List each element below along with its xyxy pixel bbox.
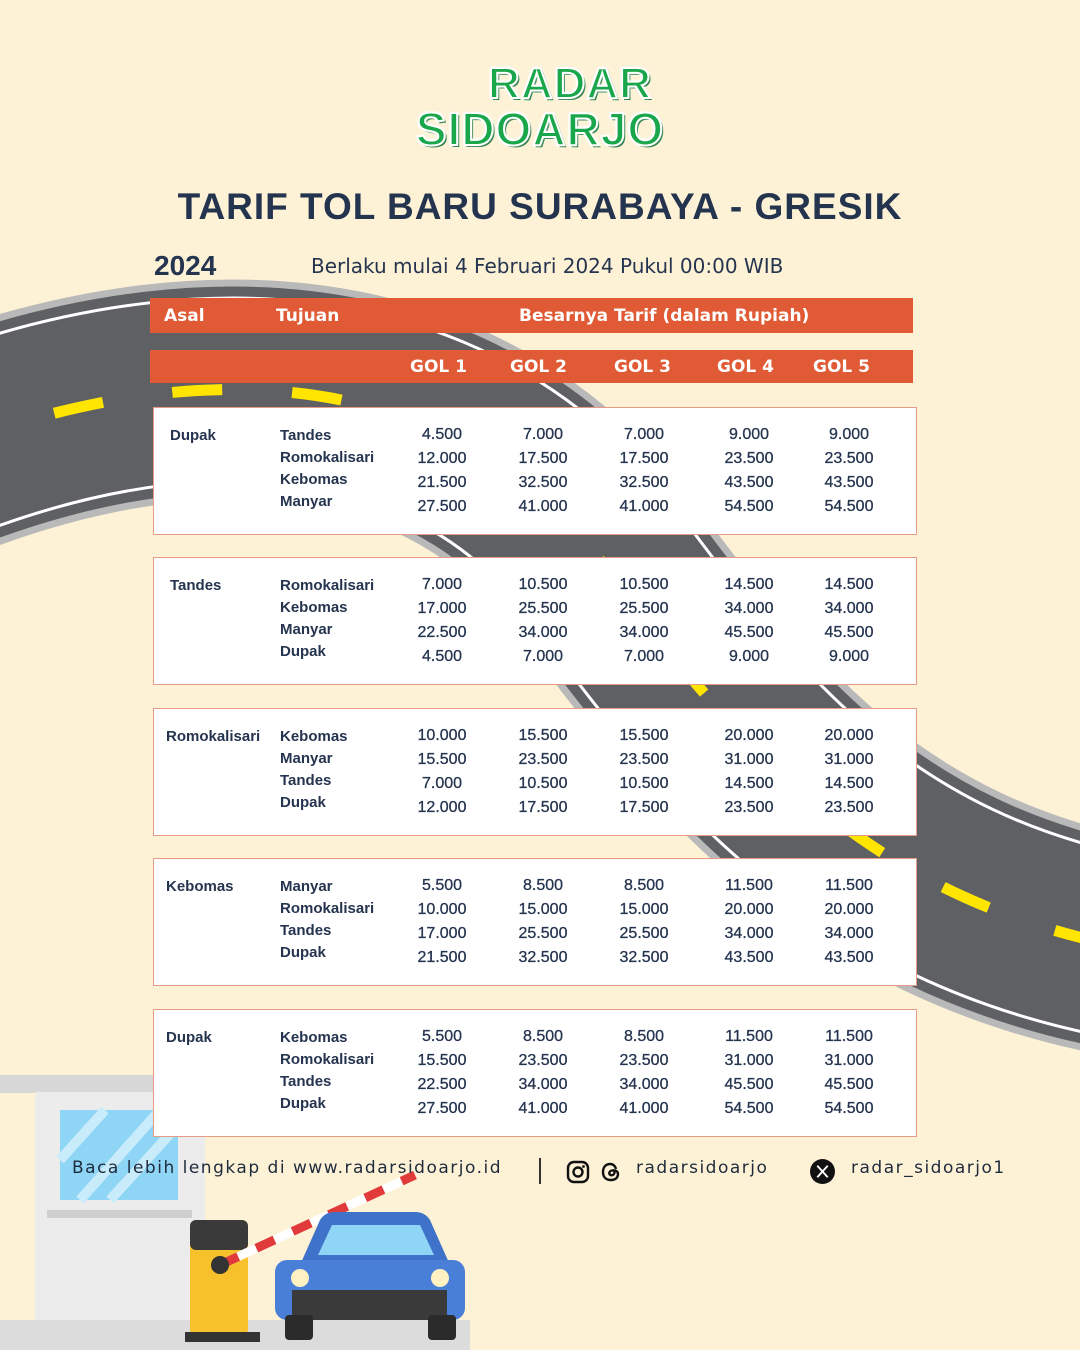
table-header-bar bbox=[150, 298, 913, 333]
tariff-gol-5: 14.500 bbox=[824, 775, 874, 792]
tariff-gol-4: 9.000 bbox=[728, 426, 770, 443]
tariff-gol-5: 45.500 bbox=[824, 624, 874, 641]
threads-icon[interactable] bbox=[599, 1160, 623, 1184]
tariff-gol-2: 15.000 bbox=[518, 901, 568, 918]
x-handle[interactable]: radar_sidoarjo1 bbox=[851, 1158, 1006, 1178]
header-asal: Asal bbox=[164, 305, 205, 326]
header-gol-1: GOL 1 bbox=[410, 356, 467, 377]
tariff-gol-3: 23.500 bbox=[619, 751, 669, 768]
destination-label: Tandes bbox=[280, 772, 332, 789]
tariff-gol-4: 43.500 bbox=[724, 949, 774, 966]
destination-label: Dupak bbox=[280, 794, 326, 811]
tariff-gol-5: 34.000 bbox=[824, 925, 874, 942]
tariff-gol-2: 8.500 bbox=[522, 1028, 564, 1045]
tariff-gol-5: 43.500 bbox=[824, 949, 874, 966]
destination-label: Dupak bbox=[280, 643, 326, 660]
tariff-gol-1: 17.000 bbox=[417, 600, 467, 617]
tariff-gol-3: 34.000 bbox=[619, 624, 669, 641]
page-title: TARIF TOL BARU SURABAYA - GRESIK bbox=[177, 186, 903, 227]
tariff-gol-2: 10.500 bbox=[518, 775, 568, 792]
destination-label: Kebomas bbox=[280, 471, 348, 488]
tariff-gol-1: 21.500 bbox=[417, 949, 467, 966]
tariff-gol-3: 34.000 bbox=[619, 1076, 669, 1093]
tariff-gol-2: 23.500 bbox=[518, 1052, 568, 1069]
tariff-gol-1: 27.500 bbox=[417, 498, 467, 515]
tariff-gol-2: 7.000 bbox=[522, 648, 564, 665]
tariff-gol-1: 12.000 bbox=[417, 799, 467, 816]
tariff-gol-5: 31.000 bbox=[824, 1052, 874, 1069]
tariff-gol-3: 17.500 bbox=[619, 799, 669, 816]
tariff-gol-2: 23.500 bbox=[518, 751, 568, 768]
tariff-gol-2: 32.500 bbox=[518, 474, 568, 491]
tariff-gol-5: 11.500 bbox=[825, 1028, 873, 1045]
golongan-header-bar bbox=[150, 350, 913, 383]
tariff-gol-3: 15.000 bbox=[619, 901, 669, 918]
tariff-gol-4: 20.000 bbox=[724, 901, 774, 918]
radar-sidoarjo-logo bbox=[0, 59, 1080, 155]
x-twitter-icon[interactable] bbox=[810, 1159, 835, 1184]
tariff-gol-5: 20.000 bbox=[824, 901, 874, 918]
tariff-gol-4: 23.500 bbox=[724, 450, 774, 467]
tariff-gol-4: 54.500 bbox=[724, 498, 774, 515]
tariff-gol-5: 34.000 bbox=[824, 600, 874, 617]
tariff-group-kebomas bbox=[153, 858, 917, 986]
tariff-group-romokalisari bbox=[153, 708, 917, 836]
tariff-gol-5: 54.500 bbox=[824, 498, 874, 515]
tariff-gol-4: 14.500 bbox=[724, 775, 774, 792]
footer-divider bbox=[539, 1158, 541, 1184]
header-gol-2: GOL 2 bbox=[510, 356, 567, 377]
destination-label: Dupak bbox=[280, 1095, 326, 1112]
tariff-gol-4: 23.500 bbox=[724, 799, 774, 816]
tariff-gol-3: 25.500 bbox=[619, 925, 669, 942]
year-label: 2024 bbox=[154, 250, 217, 281]
tariff-gol-1: 15.500 bbox=[417, 1052, 467, 1069]
tariff-gol-4: 45.500 bbox=[724, 1076, 774, 1093]
tariff-gol-2: 8.500 bbox=[522, 877, 564, 894]
destination-label: Kebomas bbox=[280, 599, 348, 616]
origin-label: Dupak bbox=[170, 427, 216, 444]
tariff-gol-5: 43.500 bbox=[824, 474, 874, 491]
tariff-gol-1: 5.500 bbox=[421, 877, 463, 894]
tariff-gol-1: 12.000 bbox=[417, 450, 467, 467]
tariff-gol-2: 25.500 bbox=[518, 600, 568, 617]
tariff-gol-3: 17.500 bbox=[619, 450, 669, 467]
origin-label: Kebomas bbox=[166, 878, 234, 895]
tariff-gol-1: 21.500 bbox=[417, 474, 467, 491]
tariff-gol-1: 15.500 bbox=[417, 751, 467, 768]
tariff-gol-3: 7.000 bbox=[623, 426, 665, 443]
origin-label: Tandes bbox=[170, 577, 222, 594]
tariff-gol-2: 32.500 bbox=[518, 949, 568, 966]
tariff-gol-2: 7.000 bbox=[522, 426, 564, 443]
tariff-gol-3: 25.500 bbox=[619, 600, 669, 617]
tariff-gol-2: 17.500 bbox=[518, 799, 568, 816]
tariff-gol-1: 10.000 bbox=[417, 727, 467, 744]
header-tarif: Besarnya Tarif (dalam Rupiah) bbox=[519, 305, 810, 326]
tariff-gol-3: 7.000 bbox=[623, 648, 665, 665]
tariff-gol-2: 34.000 bbox=[518, 1076, 568, 1093]
tariff-gol-2: 34.000 bbox=[518, 624, 568, 641]
destination-label: Kebomas bbox=[280, 1029, 348, 1046]
tariff-gol-5: 31.000 bbox=[824, 751, 874, 768]
tariff-gol-5: 20.000 bbox=[824, 727, 874, 744]
tariff-gol-1: 7.000 bbox=[421, 775, 463, 792]
tariff-gol-3: 32.500 bbox=[619, 474, 669, 491]
logo-line-2: SIDOARJO bbox=[415, 103, 665, 155]
tariff-gol-2: 15.500 bbox=[518, 727, 568, 744]
tariff-gol-5: 45.500 bbox=[824, 1076, 874, 1093]
tariff-gol-3: 15.500 bbox=[619, 727, 669, 744]
tariff-gol-3: 32.500 bbox=[619, 949, 669, 966]
destination-label: Romokalisari bbox=[280, 449, 375, 466]
tariff-gol-4: 9.000 bbox=[728, 648, 770, 665]
origin-label: Dupak bbox=[166, 1029, 212, 1046]
tariff-gol-5: 9.000 bbox=[828, 648, 870, 665]
destination-label: Manyar bbox=[280, 878, 333, 895]
destination-label: Romokalisari bbox=[280, 1051, 375, 1068]
tariff-gol-1: 4.500 bbox=[421, 426, 463, 443]
logo-line-1: RADAR bbox=[488, 59, 652, 108]
header-tujuan: Tujuan bbox=[276, 305, 340, 326]
tariff-gol-4: 11.500 bbox=[725, 877, 773, 894]
instagram-threads-handle[interactable]: radarsidoarjo bbox=[636, 1158, 769, 1178]
tariff-gol-4: 14.500 bbox=[724, 576, 774, 593]
tariff-gol-4: 34.000 bbox=[724, 925, 774, 942]
tariff-gol-5: 54.500 bbox=[824, 1100, 874, 1117]
tariff-gol-1: 27.500 bbox=[417, 1100, 467, 1117]
instagram-icon[interactable] bbox=[566, 1160, 590, 1184]
tariff-gol-2: 41.000 bbox=[518, 498, 568, 515]
tariff-group-dupak bbox=[153, 407, 917, 535]
tariff-gol-3: 8.500 bbox=[623, 1028, 665, 1045]
tariff-gol-4: 34.000 bbox=[724, 600, 774, 617]
tariff-gol-4: 31.000 bbox=[724, 1052, 774, 1069]
destination-label: Manyar bbox=[280, 621, 333, 638]
tariff-gol-1: 17.000 bbox=[417, 925, 467, 942]
origin-label: Romokalisari bbox=[166, 728, 261, 745]
read-more-text: Baca lebih lengkap di www.radarsidoarjo.id bbox=[72, 1158, 503, 1178]
tariff-gol-5: 14.500 bbox=[824, 576, 874, 593]
header-gol-4: GOL 4 bbox=[717, 356, 774, 377]
destination-label: Romokalisari bbox=[280, 577, 375, 594]
header-gol-5: GOL 5 bbox=[813, 356, 870, 377]
tariff-group-tandes bbox=[153, 557, 917, 685]
tariff-gol-5: 23.500 bbox=[824, 799, 874, 816]
tariff-gol-5: 11.500 bbox=[825, 877, 873, 894]
destination-label: Dupak bbox=[280, 944, 326, 961]
tariff-gol-2: 41.000 bbox=[518, 1100, 568, 1117]
tariff-gol-3: 23.500 bbox=[619, 1052, 669, 1069]
destination-label: Tandes bbox=[280, 427, 332, 444]
tariff-gol-3: 41.000 bbox=[619, 498, 669, 515]
tariff-gol-4: 20.000 bbox=[724, 727, 774, 744]
tariff-gol-4: 31.000 bbox=[724, 751, 774, 768]
tariff-gol-2: 17.500 bbox=[518, 450, 568, 467]
destination-label: Tandes bbox=[280, 922, 332, 939]
tariff-gol-1: 4.500 bbox=[421, 648, 463, 665]
tariff-gol-1: 10.000 bbox=[417, 901, 467, 918]
tariff-gol-3: 10.500 bbox=[619, 576, 669, 593]
tariff-gol-1: 22.500 bbox=[417, 624, 467, 641]
tariff-gol-2: 10.500 bbox=[518, 576, 568, 593]
tariff-gol-3: 8.500 bbox=[623, 877, 665, 894]
tariff-gol-4: 43.500 bbox=[724, 474, 774, 491]
tariff-gol-2: 25.500 bbox=[518, 925, 568, 942]
tariff-gol-5: 23.500 bbox=[824, 450, 874, 467]
tariff-gol-3: 41.000 bbox=[619, 1100, 669, 1117]
destination-label: Tandes bbox=[280, 1073, 332, 1090]
tariff-gol-5: 9.000 bbox=[828, 426, 870, 443]
tariff-gol-4: 45.500 bbox=[724, 624, 774, 641]
tariff-gol-1: 5.500 bbox=[421, 1028, 463, 1045]
tariff-gol-4: 54.500 bbox=[724, 1100, 774, 1117]
destination-label: Romokalisari bbox=[280, 900, 375, 917]
destination-label: Kebomas bbox=[280, 728, 348, 745]
destination-label: Manyar bbox=[280, 493, 333, 510]
destination-label: Manyar bbox=[280, 750, 333, 767]
tariff-gol-1: 7.000 bbox=[421, 576, 463, 593]
validity-note: Berlaku mulai 4 Februari 2024 Pukul 00:00 WIB bbox=[311, 254, 784, 278]
tariff-gol-3: 10.500 bbox=[619, 775, 669, 792]
tariff-gol-1: 22.500 bbox=[417, 1076, 467, 1093]
header-gol-3: GOL 3 bbox=[614, 356, 671, 377]
tariff-gol-4: 11.500 bbox=[725, 1028, 773, 1045]
tariff-group-dupak bbox=[153, 1009, 917, 1137]
